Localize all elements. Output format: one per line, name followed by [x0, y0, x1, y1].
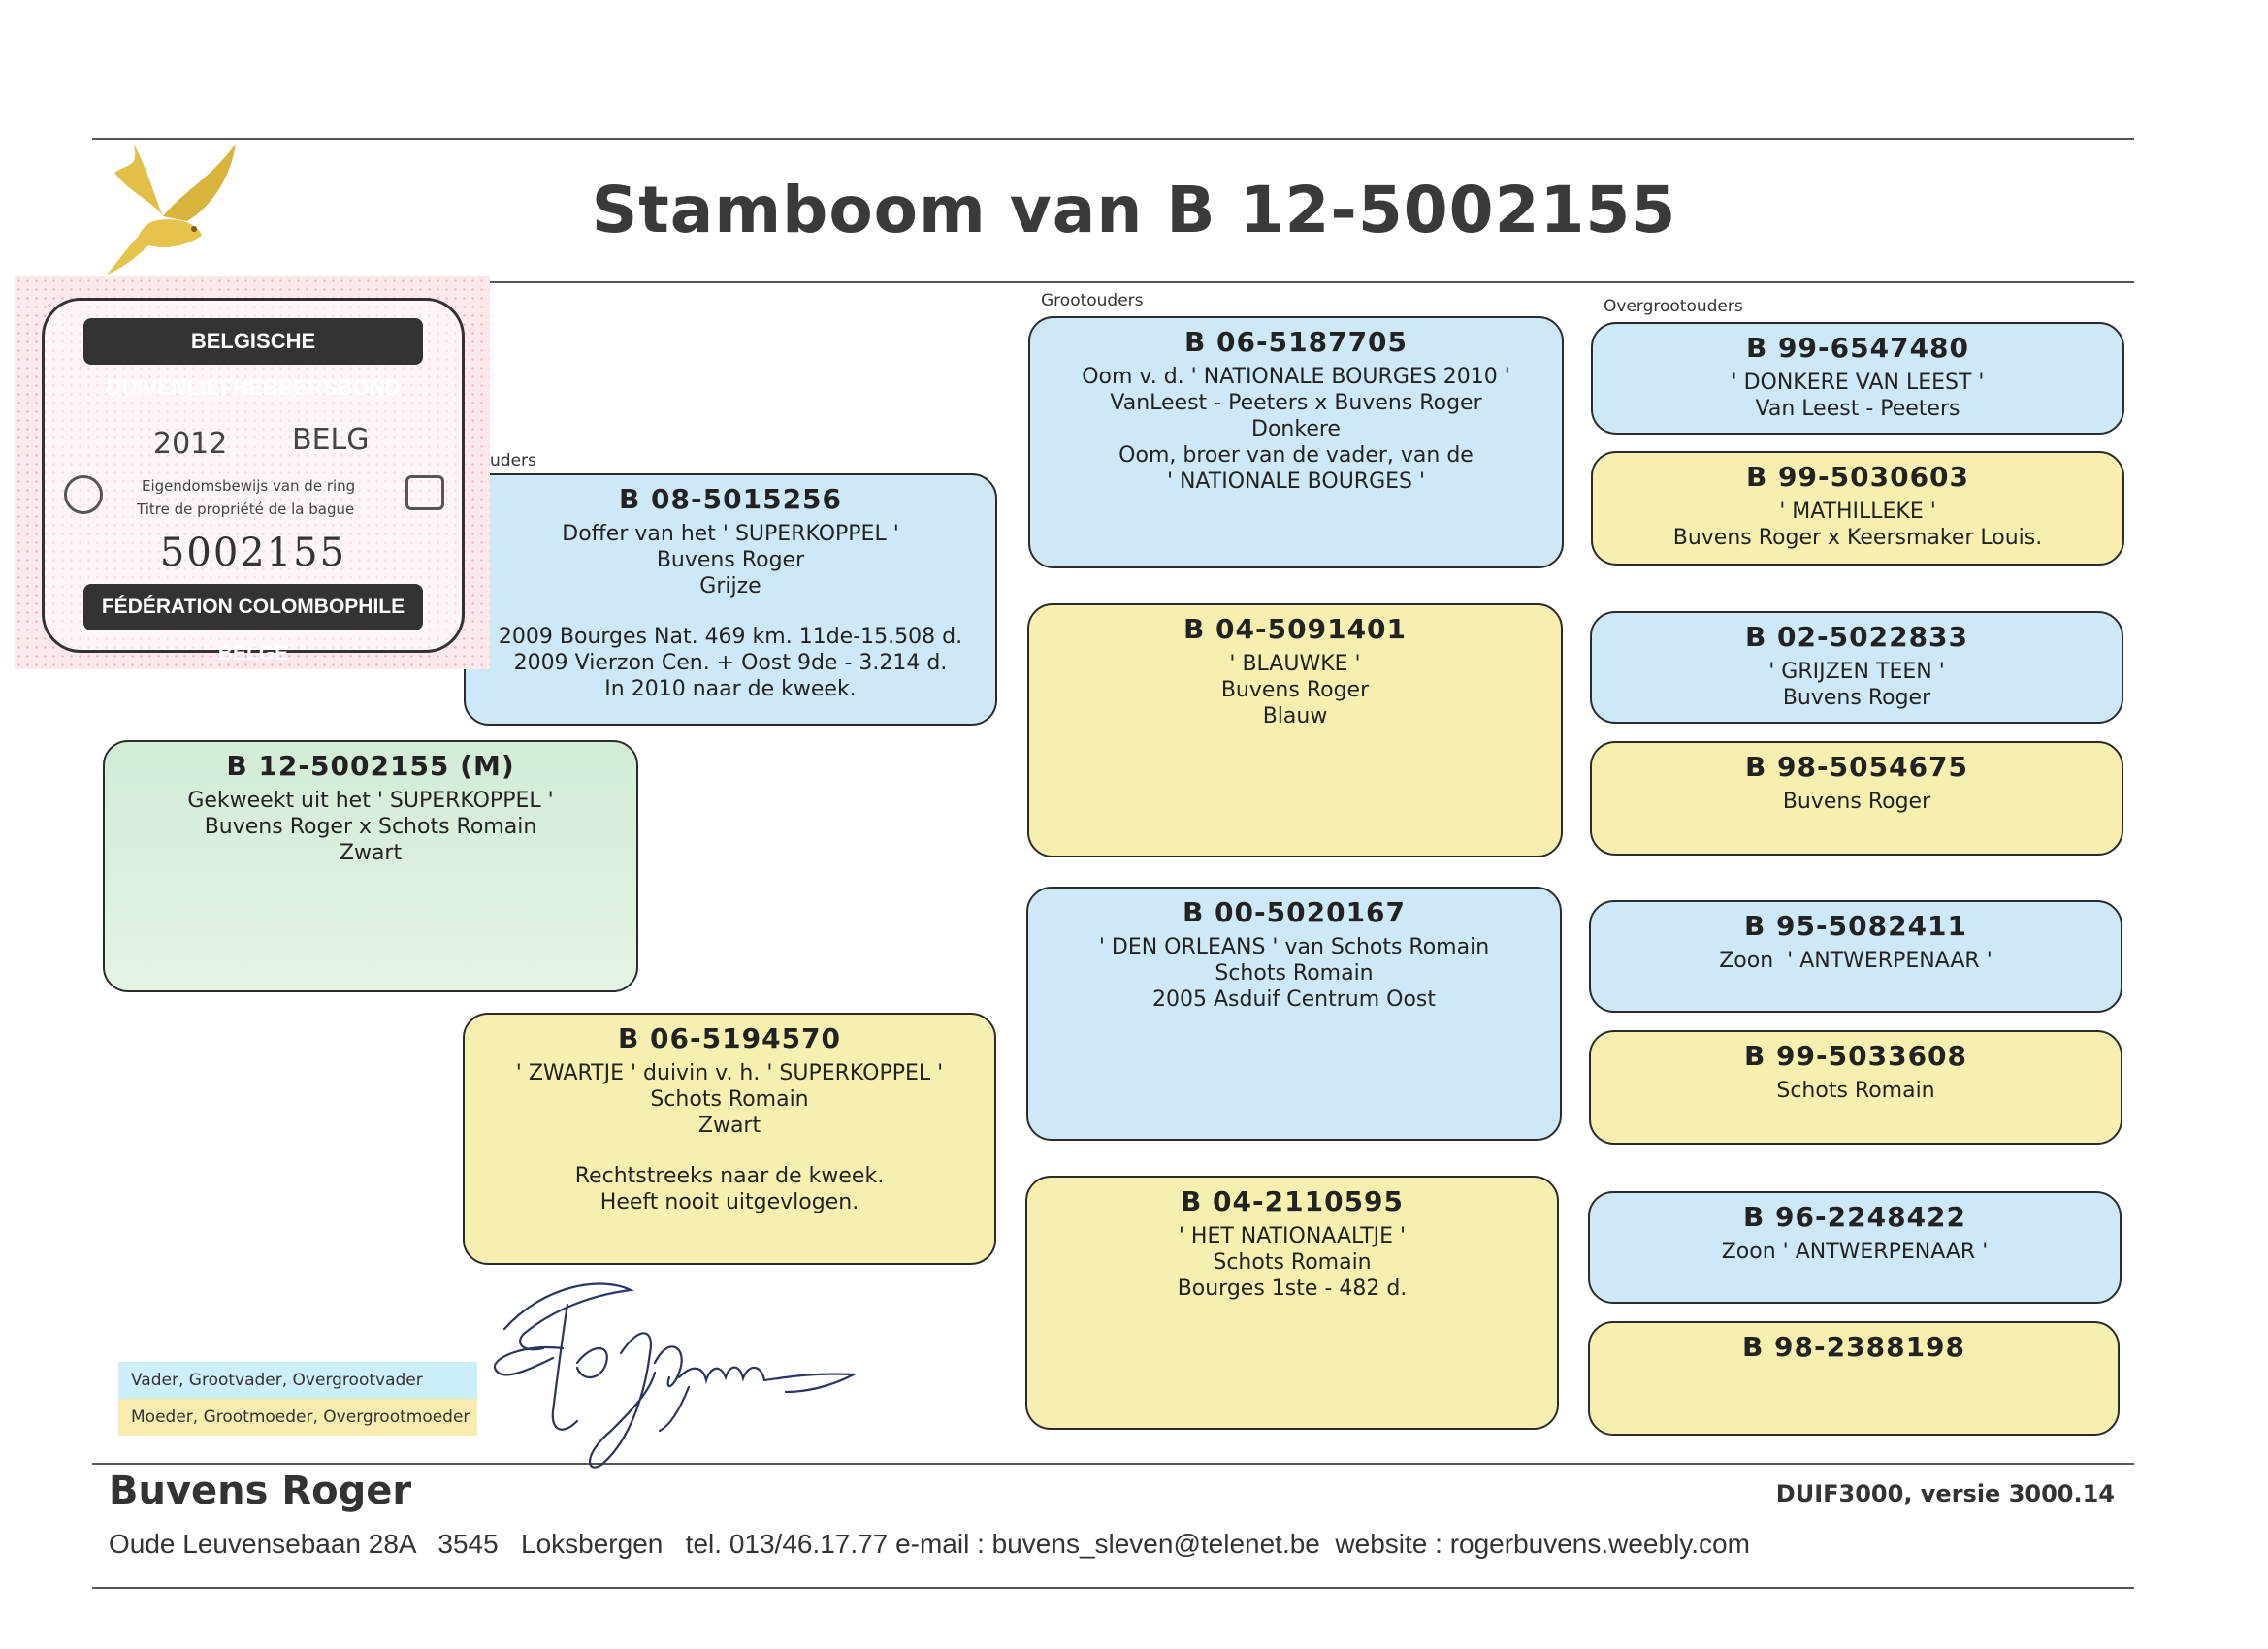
grandparent-ring: B 00-5020167	[1182, 896, 1407, 928]
great-grandparent-line: Zoon ' ANTWERPENAAR '	[1719, 949, 1993, 973]
subject-line: Zwart	[339, 841, 403, 865]
great-grandparent-line: ' GRIJZEN TEEN '	[1768, 660, 1945, 684]
great-grandparent-ring: B 99-5030603	[1745, 461, 1970, 493]
subject-line: Gekweekt uit het ' SUPERKOPPEL '	[187, 789, 554, 813]
great-grandparent-ring: B 95-5082411	[1743, 910, 1968, 942]
subject-card	[103, 740, 638, 992]
certificate-line-fr: Titre de propriété de la bague	[137, 501, 355, 518]
grandparent-line: VanLeest - Peeters x Buvens Roger	[1110, 391, 1482, 415]
mother-line: Schots Romain	[650, 1087, 809, 1112]
father-line: Grijze	[699, 574, 761, 598]
great-grandparent-card	[1591, 322, 2124, 435]
subject-ring: B 12-5002155 (M)	[226, 750, 515, 782]
grandparent-line: ' DEN ORLEANS ' van Schots Romain	[1098, 935, 1490, 959]
great-grandparent-ring: B 98-5054675	[1744, 751, 1969, 783]
mother-note: Rechtstreeks naar de kweek.	[574, 1164, 885, 1188]
parents-label: uders	[490, 451, 536, 470]
great-grandparent-card	[1588, 1321, 2120, 1436]
great-grandparent-line: Buvens Roger	[1782, 686, 1931, 710]
great-grandparent-line: ' MATHILLEKE '	[1779, 500, 1936, 524]
certificate-line-nl: Eigendomsbewijs van de ring	[142, 477, 356, 495]
grandparent-line: Schots Romain	[1213, 1250, 1372, 1275]
father-note: In 2010 naar de kweek.	[604, 677, 857, 701]
mother-line: ' ZWARTJE ' duivin v. h. ' SUPERKOPPEL '	[515, 1061, 944, 1085]
grandparent-card	[1026, 887, 1562, 1141]
grandparent-ring: B 04-2110595	[1180, 1185, 1405, 1217]
grandparent-line: Oom, broer van de vader, van de	[1118, 443, 1474, 468]
grandparent-card	[1027, 603, 1563, 857]
footer-rule	[92, 1463, 2134, 1465]
great-grandparent-ring: B 02-5022833	[1744, 621, 1969, 653]
grandparent-line: ' HET NATIONAALTJE '	[1178, 1224, 1407, 1248]
certificate-year: 2012	[153, 427, 228, 461]
grandparents-label: Grootouders	[1041, 291, 1144, 310]
grandparent-line: Bourges 1ste - 482 d.	[1177, 1277, 1408, 1301]
footer-address: Oude Leuvensebaan 28A 3545 Loksbergen tel. 013/46.17.77 e-mail : buvens_sleven@telenet.be website : rogerbuvens.weebly.com	[109, 1529, 1750, 1559]
signature	[485, 1266, 873, 1479]
crown-icon	[405, 475, 444, 510]
legend-female: Moeder, Grootmoeder, Overgrootmoeder	[118, 1399, 477, 1436]
great-grandparent-card	[1589, 1030, 2122, 1145]
ring-hole-icon	[64, 475, 103, 514]
grandparent-line: 2005 Asduif Centrum Oost	[1152, 987, 1436, 1012]
father-line: Buvens Roger	[656, 548, 805, 572]
top-rule	[92, 138, 2134, 140]
mother-note: Heeft nooit uitgevlogen.	[599, 1190, 859, 1214]
grandparent-line: Blauw	[1262, 704, 1328, 728]
ring-certificate	[15, 276, 490, 669]
grandparent-card	[1025, 1176, 1559, 1430]
legend-male: Vader, Grootvader, Overgrootvader	[118, 1362, 477, 1399]
grandparent-ring: B 06-5187705	[1183, 326, 1409, 358]
bottom-rule	[92, 1587, 2134, 1589]
great-grandparent-card	[1590, 741, 2123, 856]
great-grandparent-line: Schots Romain	[1776, 1079, 1935, 1103]
certificate-top-band: BELGISCHE DUIVENLIEFHEBBERSBOND	[83, 318, 423, 365]
great-grandparent-ring: B 96-2248422	[1742, 1201, 1967, 1233]
grandparent-line: Oom v. d. ' NATIONALE BOURGES 2010 '	[1082, 365, 1510, 389]
grandparent-line: Schots Romain	[1215, 961, 1374, 986]
grandparent-card	[1028, 316, 1564, 568]
subject-line: Buvens Roger x Schots Romain	[204, 815, 537, 839]
great-grandparent-line: ' DONKERE VAN LEEST '	[1731, 371, 1985, 395]
great-grandparent-line: Van Leest - Peeters	[1755, 397, 1960, 421]
grandparent-line: Donkere	[1251, 417, 1341, 441]
certificate-number: 5002155	[159, 531, 347, 575]
great-grandparent-ring: B 98-2388198	[1741, 1331, 1966, 1363]
grandparent-line: ' BLAUWKE '	[1229, 652, 1361, 676]
software-version: DUIF3000, versie 3000.14	[1775, 1480, 2115, 1507]
page-title: Stamboom van B 12-5002155	[591, 173, 1677, 247]
father-card	[464, 473, 997, 726]
certificate-country: BELG	[292, 423, 370, 457]
great-grandparent-card	[1589, 900, 2122, 1013]
grandparent-ring: B 04-5091401	[1183, 613, 1408, 645]
great-grandparent-card	[1590, 611, 2123, 724]
mother-line: Zwart	[697, 1114, 761, 1138]
great-grandparent-line: Zoon ' ANTWERPENAAR '	[1721, 1240, 1989, 1264]
father-note: 2009 Vierzon Cen. + Oost 9de - 3.214 d.	[513, 651, 948, 675]
father-ring: B 08-5015256	[618, 483, 843, 515]
father-line: Doffer van het ' SUPERKOPPEL '	[562, 522, 899, 546]
certificate-bottom-band: FÉDÉRATION COLOMBOPHILE BELGE	[83, 584, 423, 630]
father-note: 2009 Bourges Nat. 469 km. 11de-15.508 d.	[498, 625, 963, 649]
grandparent-line: Buvens Roger	[1220, 678, 1370, 702]
footer-name: Buvens Roger	[109, 1469, 412, 1513]
great-grandparent-card	[1588, 1191, 2122, 1304]
great-grandparent-card	[1591, 451, 2124, 566]
great-grandparent-ring: B 99-6547480	[1745, 332, 1970, 364]
mother-card	[463, 1013, 996, 1265]
great-grandparent-line: Buvens Roger x Keersmaker Louis.	[1672, 526, 2043, 550]
mother-ring: B 06-5194570	[617, 1022, 842, 1054]
great-grandparents-label: Overgrootouders	[1604, 297, 1743, 316]
great-grandparent-line: Buvens Roger	[1782, 790, 1931, 814]
great-grandparent-ring: B 99-5033608	[1743, 1040, 1968, 1072]
grandparent-line: ' NATIONALE BOURGES '	[1166, 469, 1426, 494]
